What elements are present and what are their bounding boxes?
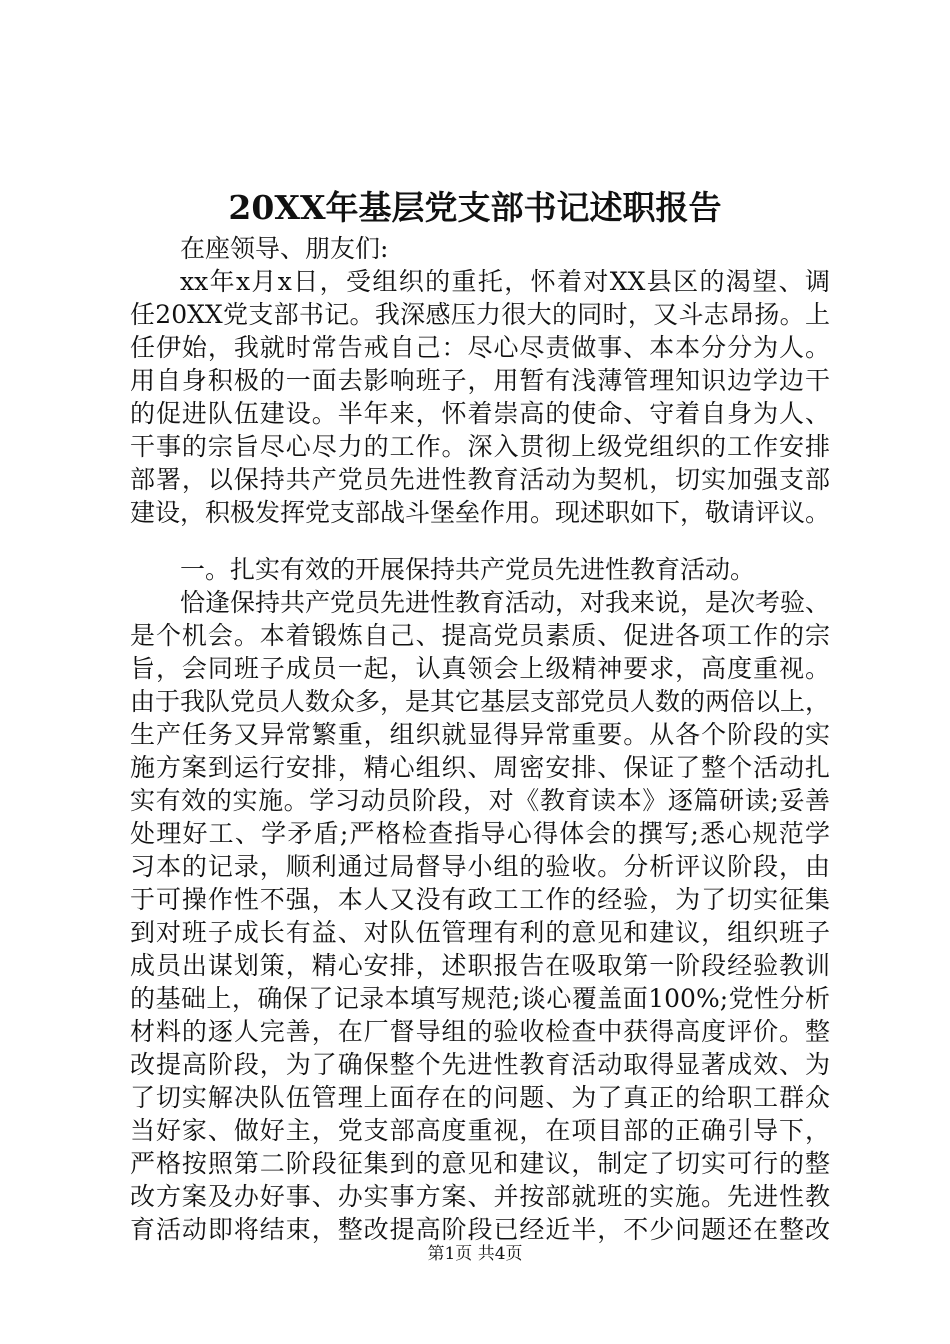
paragraph-line: 当好家、做好主，党支部高度重视，在项目部的正确引导下，	[130, 1116, 830, 1145]
paragraph-line: 了切实解决队伍管理上面存在的问题、为了真正的给职工群众	[130, 1083, 830, 1112]
paragraph-line: 严格按照第二阶段征集到的意见和建议，制定了切实可行的整	[130, 1149, 830, 1178]
paragraph-line: 是个机会。本着锻炼自己、提高党员素质、促进各项工作的宗	[130, 621, 830, 650]
paragraph-line: 习本的记录，顺利通过局督导小组的验收。分析评议阶段，由	[130, 852, 830, 881]
paragraph-line: 的基础上，确保了记录本填写规范;谈心覆盖面100%;党性分析	[130, 984, 830, 1013]
paragraph-line: 实有效的实施。学习动员阶段，对《教育读本》逐篇研读;妥善	[130, 786, 830, 815]
paragraph-1	[130, 265, 830, 529]
paragraph-line: 任伊始，我就时常告戒自己：尽心尽责做事、本本分分为人。	[130, 333, 830, 362]
greeting-line: 在座领导、朋友们:	[180, 234, 389, 263]
paragraph-line: 处理好工、学矛盾;严格检查指导心得体会的撰写;悉心规范学	[130, 819, 830, 848]
paragraph-line: 改提高阶段，为了确保整个先进性教育活动取得显著成效、为	[130, 1050, 830, 1079]
paragraph-line: 施方案到运行安排，精心组织、周密安排、保证了整个活动扎	[130, 753, 830, 782]
paragraph-line: 的促进队伍建设。半年来，怀着崇高的使命、守着自身为人、	[130, 399, 830, 428]
paragraph-line: 部署，以保持共产党员先进性教育活动为契机，切实加强支部	[130, 465, 830, 494]
paragraph-line: 旨，会同班子成员一起，认真领会上级精神要求，高度重视。	[130, 654, 830, 683]
page-number: 第1页 共4页	[427, 1244, 523, 1264]
paragraph-line: 由于我队党员人数众多，是其它基层支部党员人数的两倍以上，	[130, 687, 831, 716]
paragraph-line: 改方案及办好事、办实事方案、并按部就班的实施。先进性教	[130, 1182, 830, 1211]
paragraph-line: 材料的逐人完善，在厂督导组的验收检查中获得高度评价。整	[130, 1017, 830, 1046]
paragraph-2	[130, 586, 830, 1246]
section-heading: 一。扎实有效的开展保持共产党员先进性教育活动。	[180, 555, 756, 584]
paragraph-line: 干事的宗旨尽心尽力的工作。深入贯彻上级党组织的工作安排	[130, 432, 830, 461]
paragraph-spacer	[130, 529, 830, 553]
paragraph-line: xx年x月x日，受组织的重托，怀着对XX县区的渴望、调	[180, 267, 830, 296]
paragraph-line: 成员出谋划策，精心安排，述职报告在吸取第一阶段经验教训	[130, 951, 830, 980]
paragraph-line: 建设，积极发挥党支部战斗堡垒作用。现述职如下，敬请评议。	[130, 498, 831, 527]
paragraph-line: 用自身积极的一面去影响班子，用暂有浅薄管理知识边学边干	[130, 366, 830, 395]
paragraph-line: 恰逢保持共产党员先进性教育活动，对我来说，是次考验、	[180, 588, 831, 617]
document-title: 20XX年基层党支部书记述职报告	[228, 188, 722, 227]
paragraph-line: 到对班子成长有益、对队伍管理有利的意见和建议，组织班子	[130, 918, 830, 947]
paragraph-line: 于可操作性不强，本人又没有政工工作的经验，为了切实征集	[130, 885, 830, 914]
document-body	[130, 232, 830, 1246]
paragraph-line: 任20XX党支部书记。我深感压力很大的同时，又斗志昂扬。上	[130, 300, 830, 329]
paragraph-line: 生产任务又异常繁重，组织就显得异常重要。从各个阶段的实	[130, 720, 830, 749]
paragraph-line: 育活动即将结束，整改提高阶段已经近半，不少问题还在整改	[130, 1215, 830, 1244]
